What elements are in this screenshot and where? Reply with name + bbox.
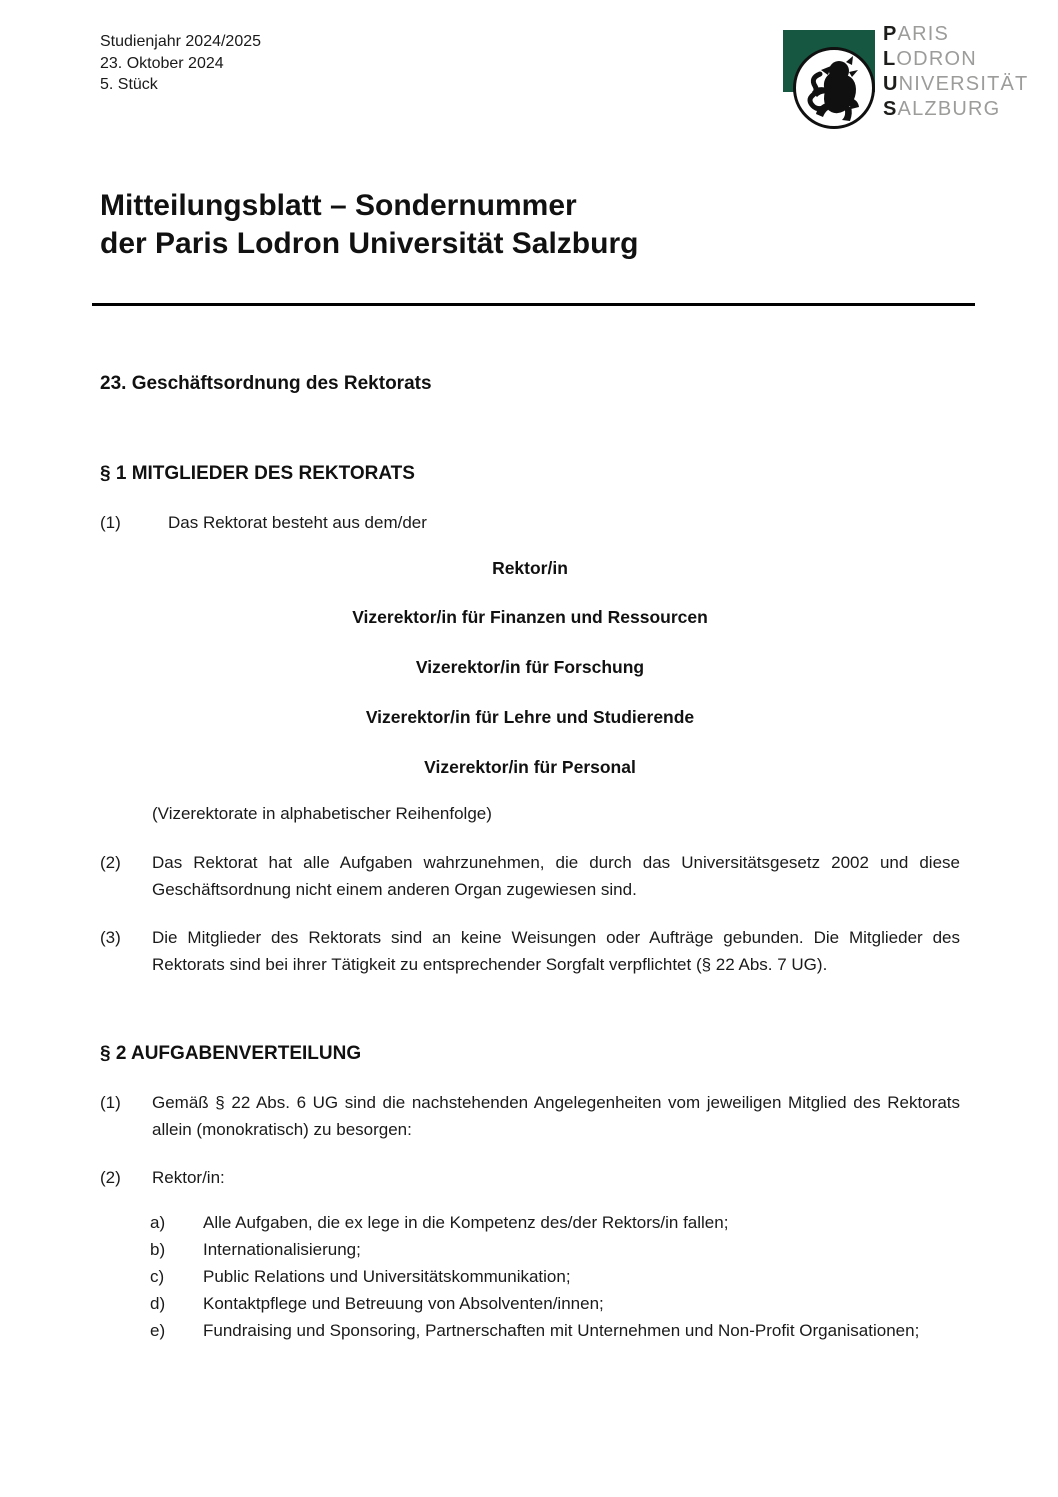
paragraph-1-3-number: (3)	[100, 928, 121, 947]
masthead-studienjahr: Studienjahr 2024/2025	[100, 33, 262, 50]
rectorate-member-lehre: Vizerektor/in für Lehre und Studierende	[365, 707, 695, 727]
rector-duties-list	[150, 1209, 960, 1344]
paragraph-2-2	[100, 1164, 960, 1191]
list-item-d-text: Kontaktpflege und Betreuung von Absolventen/innen;	[203, 1294, 604, 1313]
list-item-c-letter: c)	[150, 1267, 165, 1286]
paragraph-1-1	[100, 509, 960, 536]
logo-word-universitaet: UNIVERSITÄT	[883, 73, 1029, 95]
paragraph-1-2	[100, 849, 960, 903]
paragraph-1-1-text: Das Rektorat besteht aus dem/der	[168, 513, 427, 532]
section-1-heading: § 1 MITGLIEDER DES REKTORATS	[100, 463, 415, 484]
list-item-b-text: Internationalisierung;	[203, 1240, 361, 1259]
logo-word-lodron: LODRON	[883, 48, 977, 70]
paragraph-1-2-text: Das Rektorat hat alle Aufgaben wahrzunehmen, die durch das Universitätsgesetz 2002 und diese Geschäftsordnung nicht einem anderen Organ zugewiesen sind.	[152, 853, 960, 899]
logo-wordmark	[883, 22, 1028, 122]
list-item-e-text: Fundraising und Sponsoring, Partnerschaften mit Unternehmen und Non-Profit Organisationen;	[203, 1321, 920, 1340]
list-item-c	[150, 1263, 960, 1290]
list-item-a	[150, 1209, 960, 1236]
list-item-b	[150, 1236, 960, 1263]
paragraph-1-2-number: (2)	[100, 853, 121, 872]
section-2-heading: § 2 AUFGABENVERTEILUNG	[100, 1043, 362, 1064]
list-item-e-letter: e)	[150, 1321, 166, 1340]
page-title	[100, 187, 638, 263]
rectorate-member-finanzen: Vizerektor/in für Finanzen und Ressourcen	[352, 607, 708, 627]
list-item-d	[150, 1290, 960, 1317]
logo-word-paris: PARIS	[883, 23, 950, 45]
paragraph-2-1-text: Gemäß § 22 Abs. 6 UG sind die nachstehenden Angelegenheiten vom jeweiligen Mitglied des Rektorats allein (monokratisch) zu besorgen:	[152, 1093, 960, 1139]
list-item-b-letter: b)	[150, 1240, 166, 1259]
page-title-line-1: Mitteilungsblatt – Sondernummer	[100, 189, 577, 222]
masthead-issue-info	[100, 31, 261, 96]
rectorate-member-forschung: Vizerektor/in für Forschung	[415, 657, 645, 677]
logo-word-salzburg: SALZBURG	[883, 98, 1001, 120]
paragraph-1-1-number: (1)	[100, 513, 121, 532]
document-heading: 23. Geschäftsordnung des Rektorats	[100, 373, 432, 394]
paragraph-1-3	[100, 924, 960, 978]
masthead-date: 23. Oktober 2024	[100, 54, 224, 72]
paragraph-2-2-number: (2)	[100, 1168, 121, 1187]
paragraph-2-1	[100, 1089, 960, 1143]
lion-crest-icon	[793, 47, 875, 129]
page-title-line-2: der Paris Lodron Universität Salzburg	[100, 227, 639, 260]
title-rule	[92, 303, 975, 306]
list-item-a-letter: a)	[150, 1213, 166, 1232]
alphabetical-order-note: (Vizerektorate in alphabetischer Reihenfolge)	[152, 804, 492, 823]
university-logo	[783, 23, 1053, 138]
paragraph-2-2-text: Rektor/in:	[152, 1168, 225, 1187]
list-item-d-letter: d)	[150, 1294, 166, 1313]
paragraph-1-3-text: Die Mitglieder des Rektorats sind an keine Weisungen oder Aufträge gebunden. Die Mitglieder des Rektorats sind bei ihrer Tätigkeit zu entsprechender Sorgfalt verpflichtet (§ 22 Abs. 7 UG).	[152, 928, 960, 974]
list-item-a-text: Alle Aufgaben, die ex lege in die Kompetenz des/der Rektors/in fallen;	[203, 1213, 729, 1232]
list-item-c-text: Public Relations und Universitätskommunikation;	[203, 1267, 571, 1286]
paragraph-2-1-number: (1)	[100, 1093, 121, 1112]
rectorate-member-personal: Vizerektor/in für Personal	[424, 757, 636, 777]
masthead-stueck: 5. Stück	[100, 76, 158, 93]
rectorate-member-rektor: Rektor/in	[492, 558, 568, 578]
list-item-e	[150, 1317, 960, 1344]
